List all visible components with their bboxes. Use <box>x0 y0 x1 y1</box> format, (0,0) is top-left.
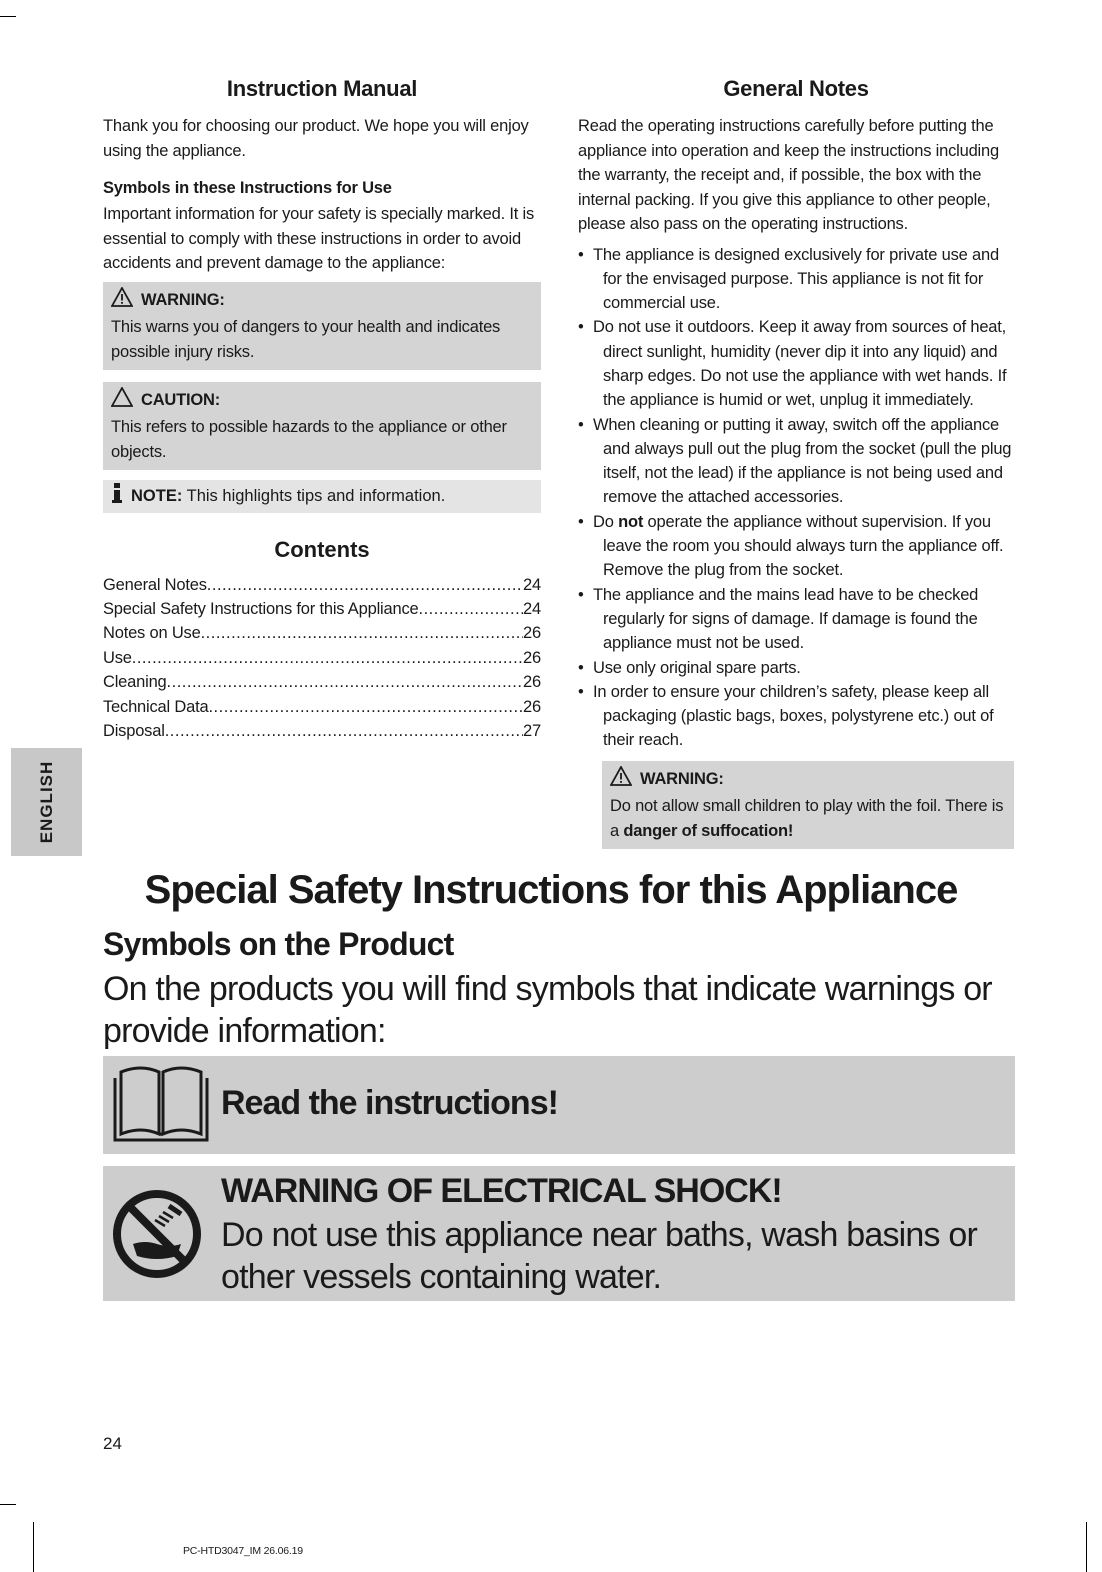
language-tab <box>11 748 82 856</box>
list-item: • When cleaning or putting it away, switch off the appliance and always pull out the plug from the socket (pull the plug itself, not the lead) if the appliance is not being used and remove the attached accessories. <box>578 415 1012 507</box>
toc-page: 24 <box>523 575 541 594</box>
toc-row[interactable] <box>103 670 541 694</box>
electrical-shock-title: WARNING OF ELECTRICAL SHOCK! <box>221 1172 782 1210</box>
list-item: • Use only original spare parts. <box>578 658 801 677</box>
left-column <box>103 76 541 743</box>
toc-page: 26 <box>523 697 541 716</box>
electrical-shock-band <box>103 1166 1015 1301</box>
general-notes-intro: Read the operating instructions carefully before putting the appliance into operation and keep the instructions including the warranty, the receipt and, if possible, the box with the internal packing. If you give this appliance to other people, please also pass on the operating instructions. <box>578 117 999 233</box>
toc-row[interactable] <box>103 573 541 597</box>
symbols-on-product-title: Symbols on the Product <box>103 926 454 962</box>
warning-box <box>103 282 541 370</box>
list-item: • The appliance and the mains lead have to be checked regularly for signs of damage. If damage is found the appliance must not be used. <box>578 585 979 653</box>
foil-warning-label: WARNING: <box>640 770 724 789</box>
language-tab-label: ENGLISH <box>36 760 56 844</box>
toc-page: 26 <box>523 673 541 692</box>
crop-mark-top-left <box>0 16 16 17</box>
note-text: This highlights tips and information. <box>186 487 446 505</box>
symbols-heading: Symbols in these Instructions for Use <box>103 179 392 197</box>
foil-warning-box <box>602 761 1014 849</box>
warning-label: WARNING: <box>141 291 225 309</box>
warning-text: This warns you of dangers to your health and indicates possible injury risks. <box>111 317 501 361</box>
caution-text: This refers to possible hazards to the appliance or other objects. <box>111 417 507 461</box>
electrical-shock-text: Do not use this appliance near baths, wash basins or other vessels containing water. <box>221 1216 977 1296</box>
open-book-icon <box>111 1064 211 1151</box>
crop-mark-bottom-right-vertical <box>1086 1522 1087 1572</box>
toc-row[interactable] <box>103 646 541 670</box>
crop-mark-bottom-left-vertical <box>33 1522 34 1572</box>
toc-row[interactable] <box>103 719 541 743</box>
general-notes-title: General Notes <box>723 76 869 101</box>
intro-text: Thank you for choosing our product. We hope you will enjoy using the appliance. <box>103 117 529 160</box>
footer-code: PC-HTD3047_IM 26.06.19 <box>183 1545 303 1557</box>
caution-triangle-icon <box>111 387 133 415</box>
caution-box <box>103 382 541 470</box>
read-instructions-band <box>103 1056 1015 1154</box>
safety-title: Special Safety Instructions for this Appliance <box>144 868 958 912</box>
symbols-text: Important information for your safety is specially marked. It is essential to comply with these instructions in order to avoid accidents and prevent damage to the appliance: <box>103 205 535 272</box>
list-item: • The appliance is designed exclusively for private use and for the envisaged purpose. This appliance is not fit for commercial use. <box>578 245 999 313</box>
general-notes-list <box>578 243 1014 753</box>
toc-page: 24 <box>523 599 541 618</box>
info-icon <box>111 483 123 510</box>
list-item: • Do not use it outdoors. Keep it away from sources of heat, direct sunlight, humidity (never dip it into any liquid) and sharp edges. Do not use the appliance with wet hands. If the appliance is humid or wet, unplug it immediately. <box>578 318 1007 410</box>
toc-page: 27 <box>523 721 541 740</box>
toc-label: Notes on Use <box>103 624 201 643</box>
instruction-manual-title: Instruction Manual <box>226 76 418 101</box>
list-item: • Do not operate the appliance without supervision. If you leave the room you should always turn the appliance off. Remove the plug from the socket. <box>578 512 1004 580</box>
warning-triangle-icon <box>610 766 632 794</box>
page-number: 24 <box>103 1434 122 1453</box>
toc-label: Use <box>103 648 132 667</box>
toc-page: 26 <box>523 648 541 667</box>
warning-triangle-icon <box>111 287 133 315</box>
caution-label: CAUTION: <box>141 391 221 409</box>
toc-label: Special Safety Instructions for this Appliance <box>103 599 419 618</box>
toc-label: Technical Data <box>103 697 209 716</box>
right-column <box>578 76 1014 849</box>
toc-label: Cleaning <box>103 673 167 692</box>
note-label: NOTE: <box>131 487 183 505</box>
no-water-icon <box>111 1188 203 1285</box>
toc-label: Disposal <box>103 721 165 740</box>
symbols-on-product-text: On the products you will find symbols that indicate warnings or provide information: <box>103 970 992 1050</box>
toc-row[interactable] <box>103 597 541 621</box>
note-box <box>103 480 541 513</box>
read-instructions-text: Read the instructions! <box>221 1084 558 1122</box>
contents-title: Contents <box>274 536 370 562</box>
toc-row[interactable] <box>103 621 541 645</box>
list-item: • In order to ensure your children’s safety, please keep all packaging (plastic bags, boxes, polystyrene etc.) out of their reach. <box>578 682 994 750</box>
table-of-contents <box>103 573 541 744</box>
toc-label: General Notes <box>103 575 207 594</box>
crop-mark-bottom-left <box>0 1504 16 1505</box>
foil-warning-text: Do not allow small children to play with the foil. There is a danger of suffocation! <box>610 796 1004 840</box>
toc-page: 26 <box>523 624 541 643</box>
toc-row[interactable] <box>103 695 541 719</box>
